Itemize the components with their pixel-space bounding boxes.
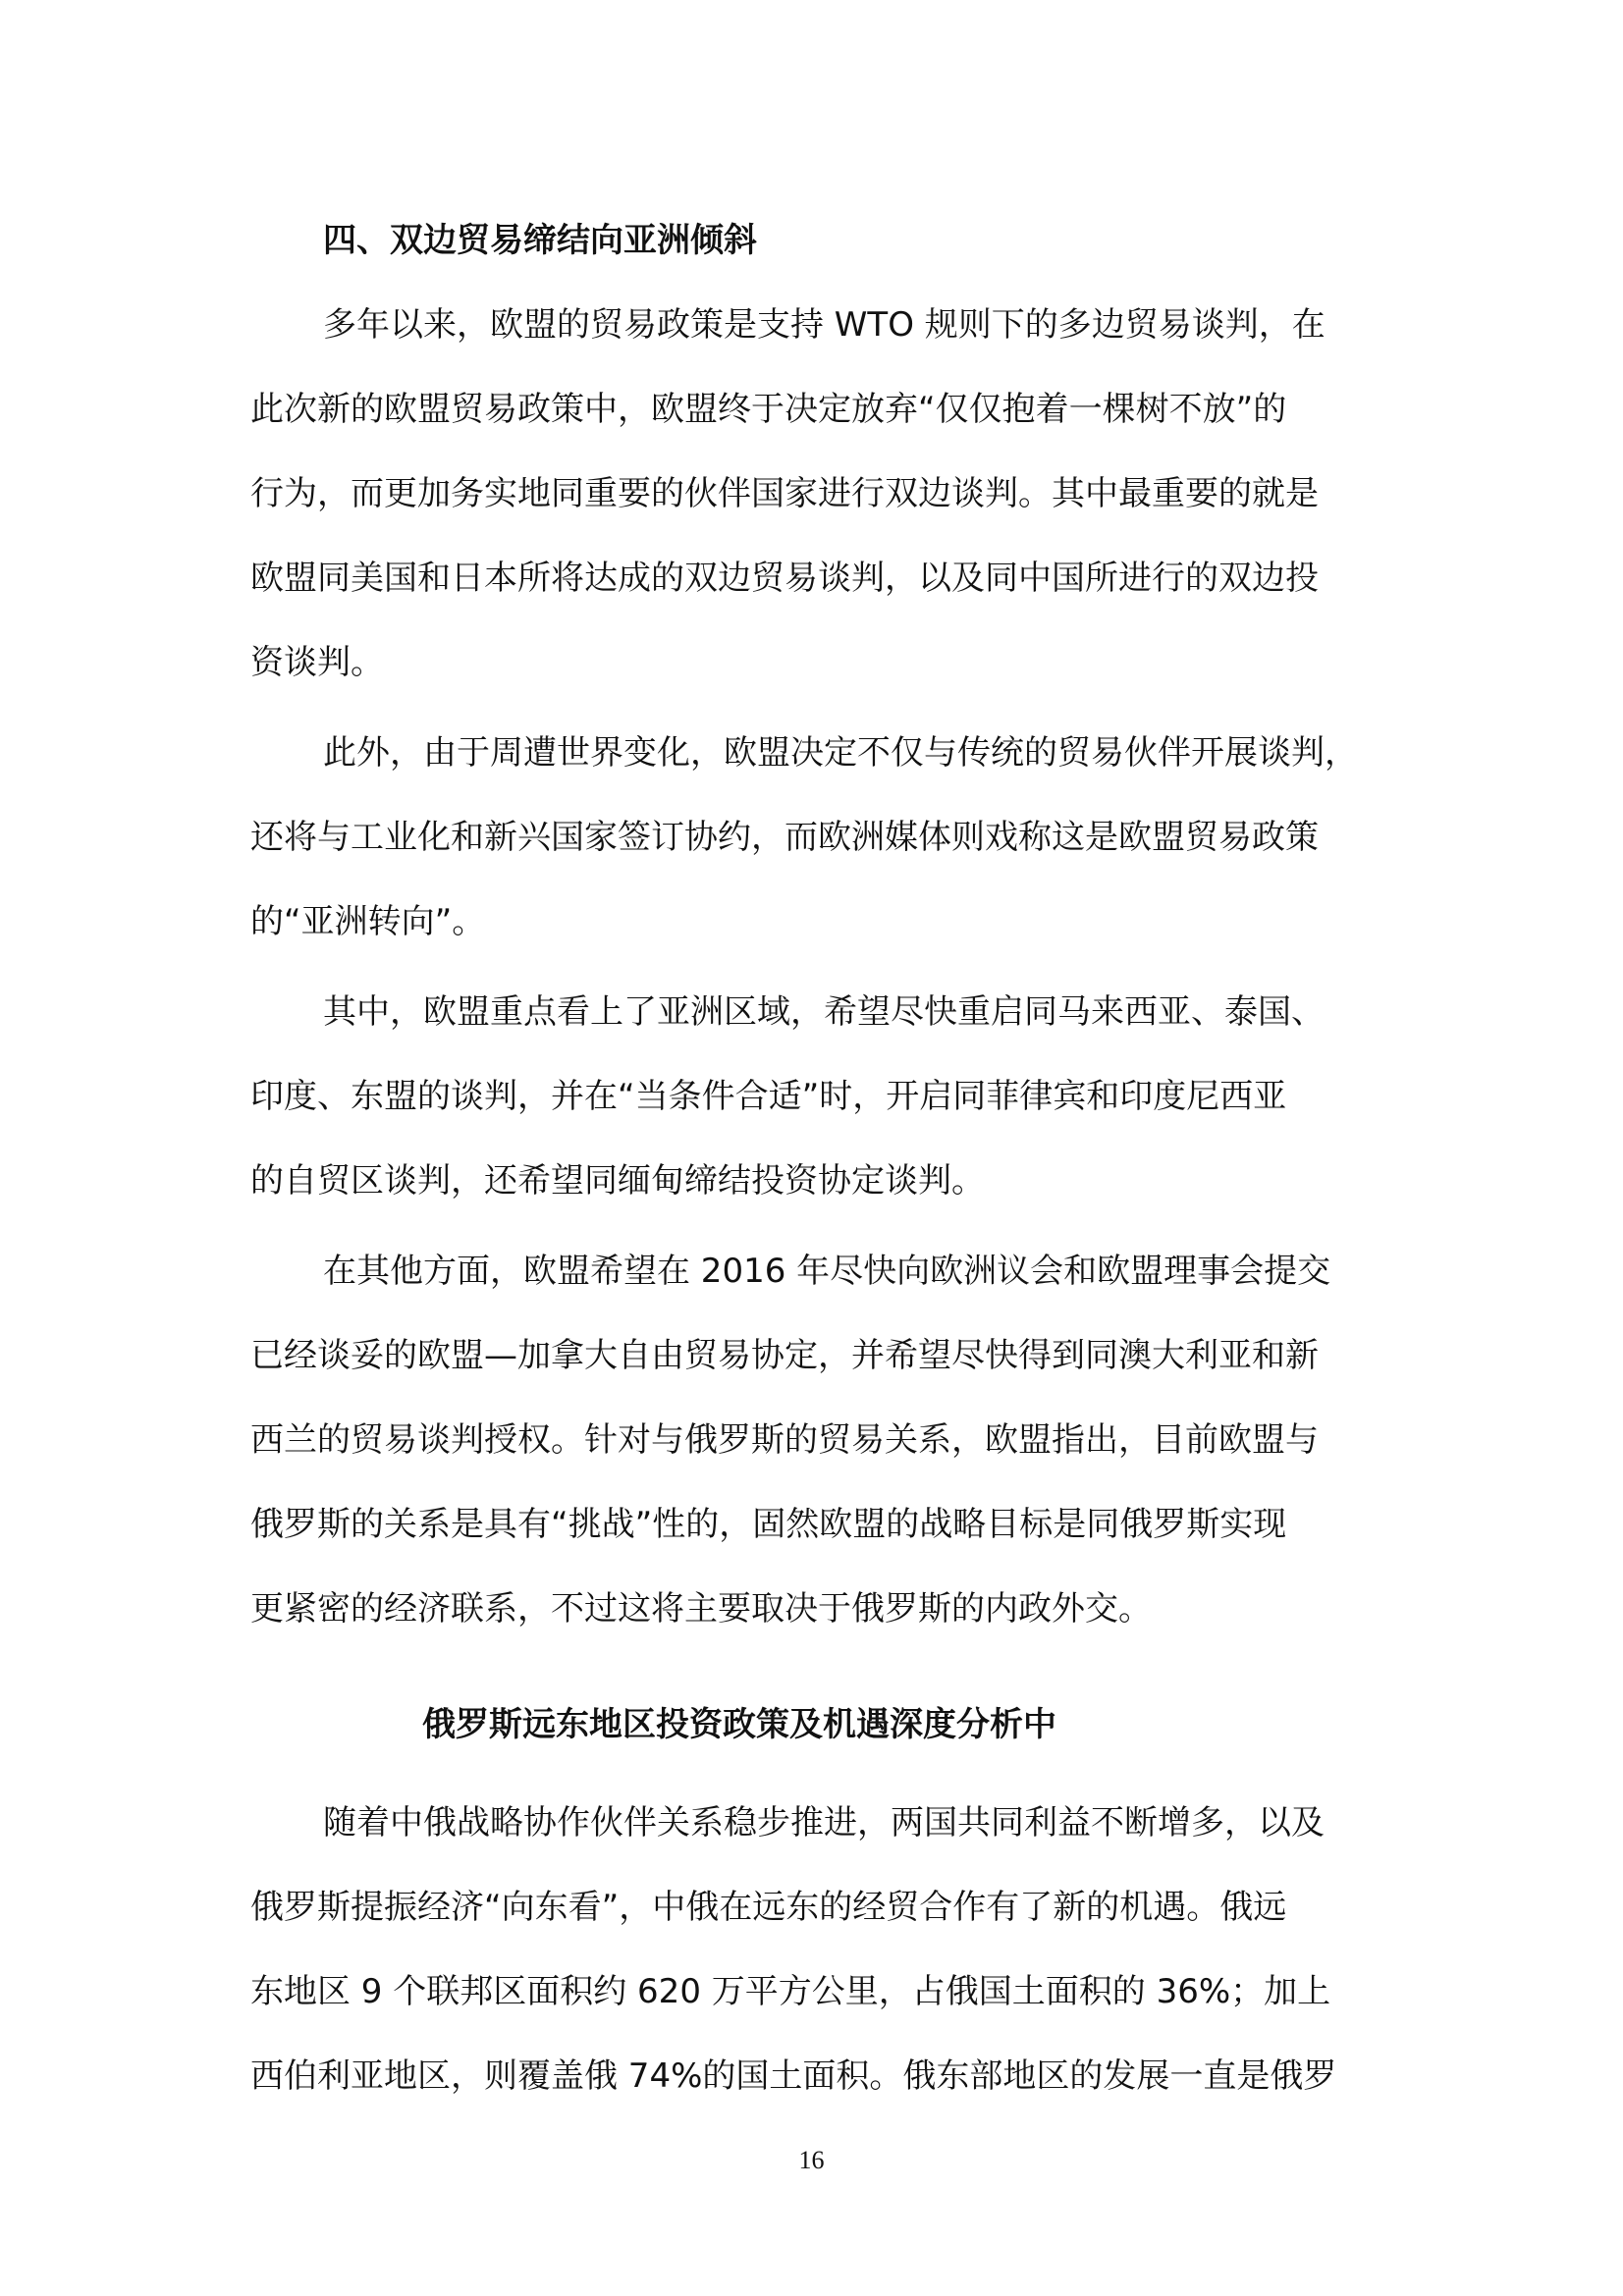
paragraph-line: 的自贸区谈判，还希望同缅甸缔结投资协定谈判。: [250, 1161, 985, 1201]
section-heading: 四、双边贸易缔结向亚洲倾斜: [323, 221, 757, 260]
page-number: 16: [798, 2146, 825, 2174]
paragraph-line: 俄罗斯提振经济“向东看”，中俄在远东的经贸合作有了新的机遇。俄远: [250, 1888, 1287, 1927]
paragraph-line: 还将与工业化和新兴国家签订协约，而欧洲媒体则戏称这是欧盟贸易政策: [250, 818, 1319, 857]
paragraph-line: 俄罗斯的关系是具有“挑战”性的，固然欧盟的战略目标是同俄罗斯实现: [250, 1505, 1287, 1544]
paragraph-line: 多年以来，欧盟的贸易政策是支持 WTO 规则下的多边贸易谈判，在: [323, 305, 1325, 345]
paragraph-line: 欧盟同美国和日本所将达成的双边贸易谈判，以及同中国所进行的双边投: [250, 559, 1319, 598]
paragraph-line: 的“亚洲转向”。: [250, 902, 486, 941]
paragraph-line: 西伯利亚地区，则覆盖俄 74%的国土面积。俄东部地区的发展一直是俄罗: [250, 2056, 1337, 2096]
paragraph-line: 印度、东盟的谈判，并在“当条件合适”时，开启同菲律宾和印度尼西亚: [250, 1077, 1287, 1116]
paragraph-line: 资谈判。: [250, 643, 384, 682]
paragraph-line: 此次新的欧盟贸易政策中，欧盟终于决定放弃“仅仅抱着一棵树不放”的: [250, 390, 1287, 429]
paragraph-line: 随着中俄战略协作伙伴关系稳步推进，两国共同利益不断增多，以及: [323, 1803, 1325, 1842]
paragraph-line: 在其他方面，欧盟希望在 2016 年尽快向欧洲议会和欧盟理事会提交: [323, 1252, 1331, 1291]
paragraph-line: 行为，而更加务实地同重要的伙伴国家进行双边谈判。其中最重要的就是: [250, 474, 1319, 513]
paragraph-line: 东地区 9 个联邦区面积约 620 万平方公里，占俄国土面积的 36%；加上: [250, 1972, 1331, 2011]
paragraph-line: 已经谈妥的欧盟—加拿大自由贸易协定，并希望尽快得到同澳大利亚和新: [250, 1336, 1319, 1375]
paragraph-line: 其中，欧盟重点看上了亚洲区域，希望尽快重启同马来西亚、泰国、: [323, 992, 1325, 1032]
paragraph-line: 更紧密的经济联系，不过这将主要取决于俄罗斯的内政外交。: [250, 1589, 1152, 1629]
paragraph-line: 西兰的贸易谈判授权。针对与俄罗斯的贸易关系，欧盟指出，目前欧盟与: [250, 1420, 1319, 1460]
article-title: 俄罗斯远东地区投资政策及机遇深度分析中: [422, 1705, 1056, 1744]
paragraph-line: 此外，由于周遭世界变化，欧盟决定不仅与传统的贸易伙伴开展谈判，: [323, 733, 1358, 773]
